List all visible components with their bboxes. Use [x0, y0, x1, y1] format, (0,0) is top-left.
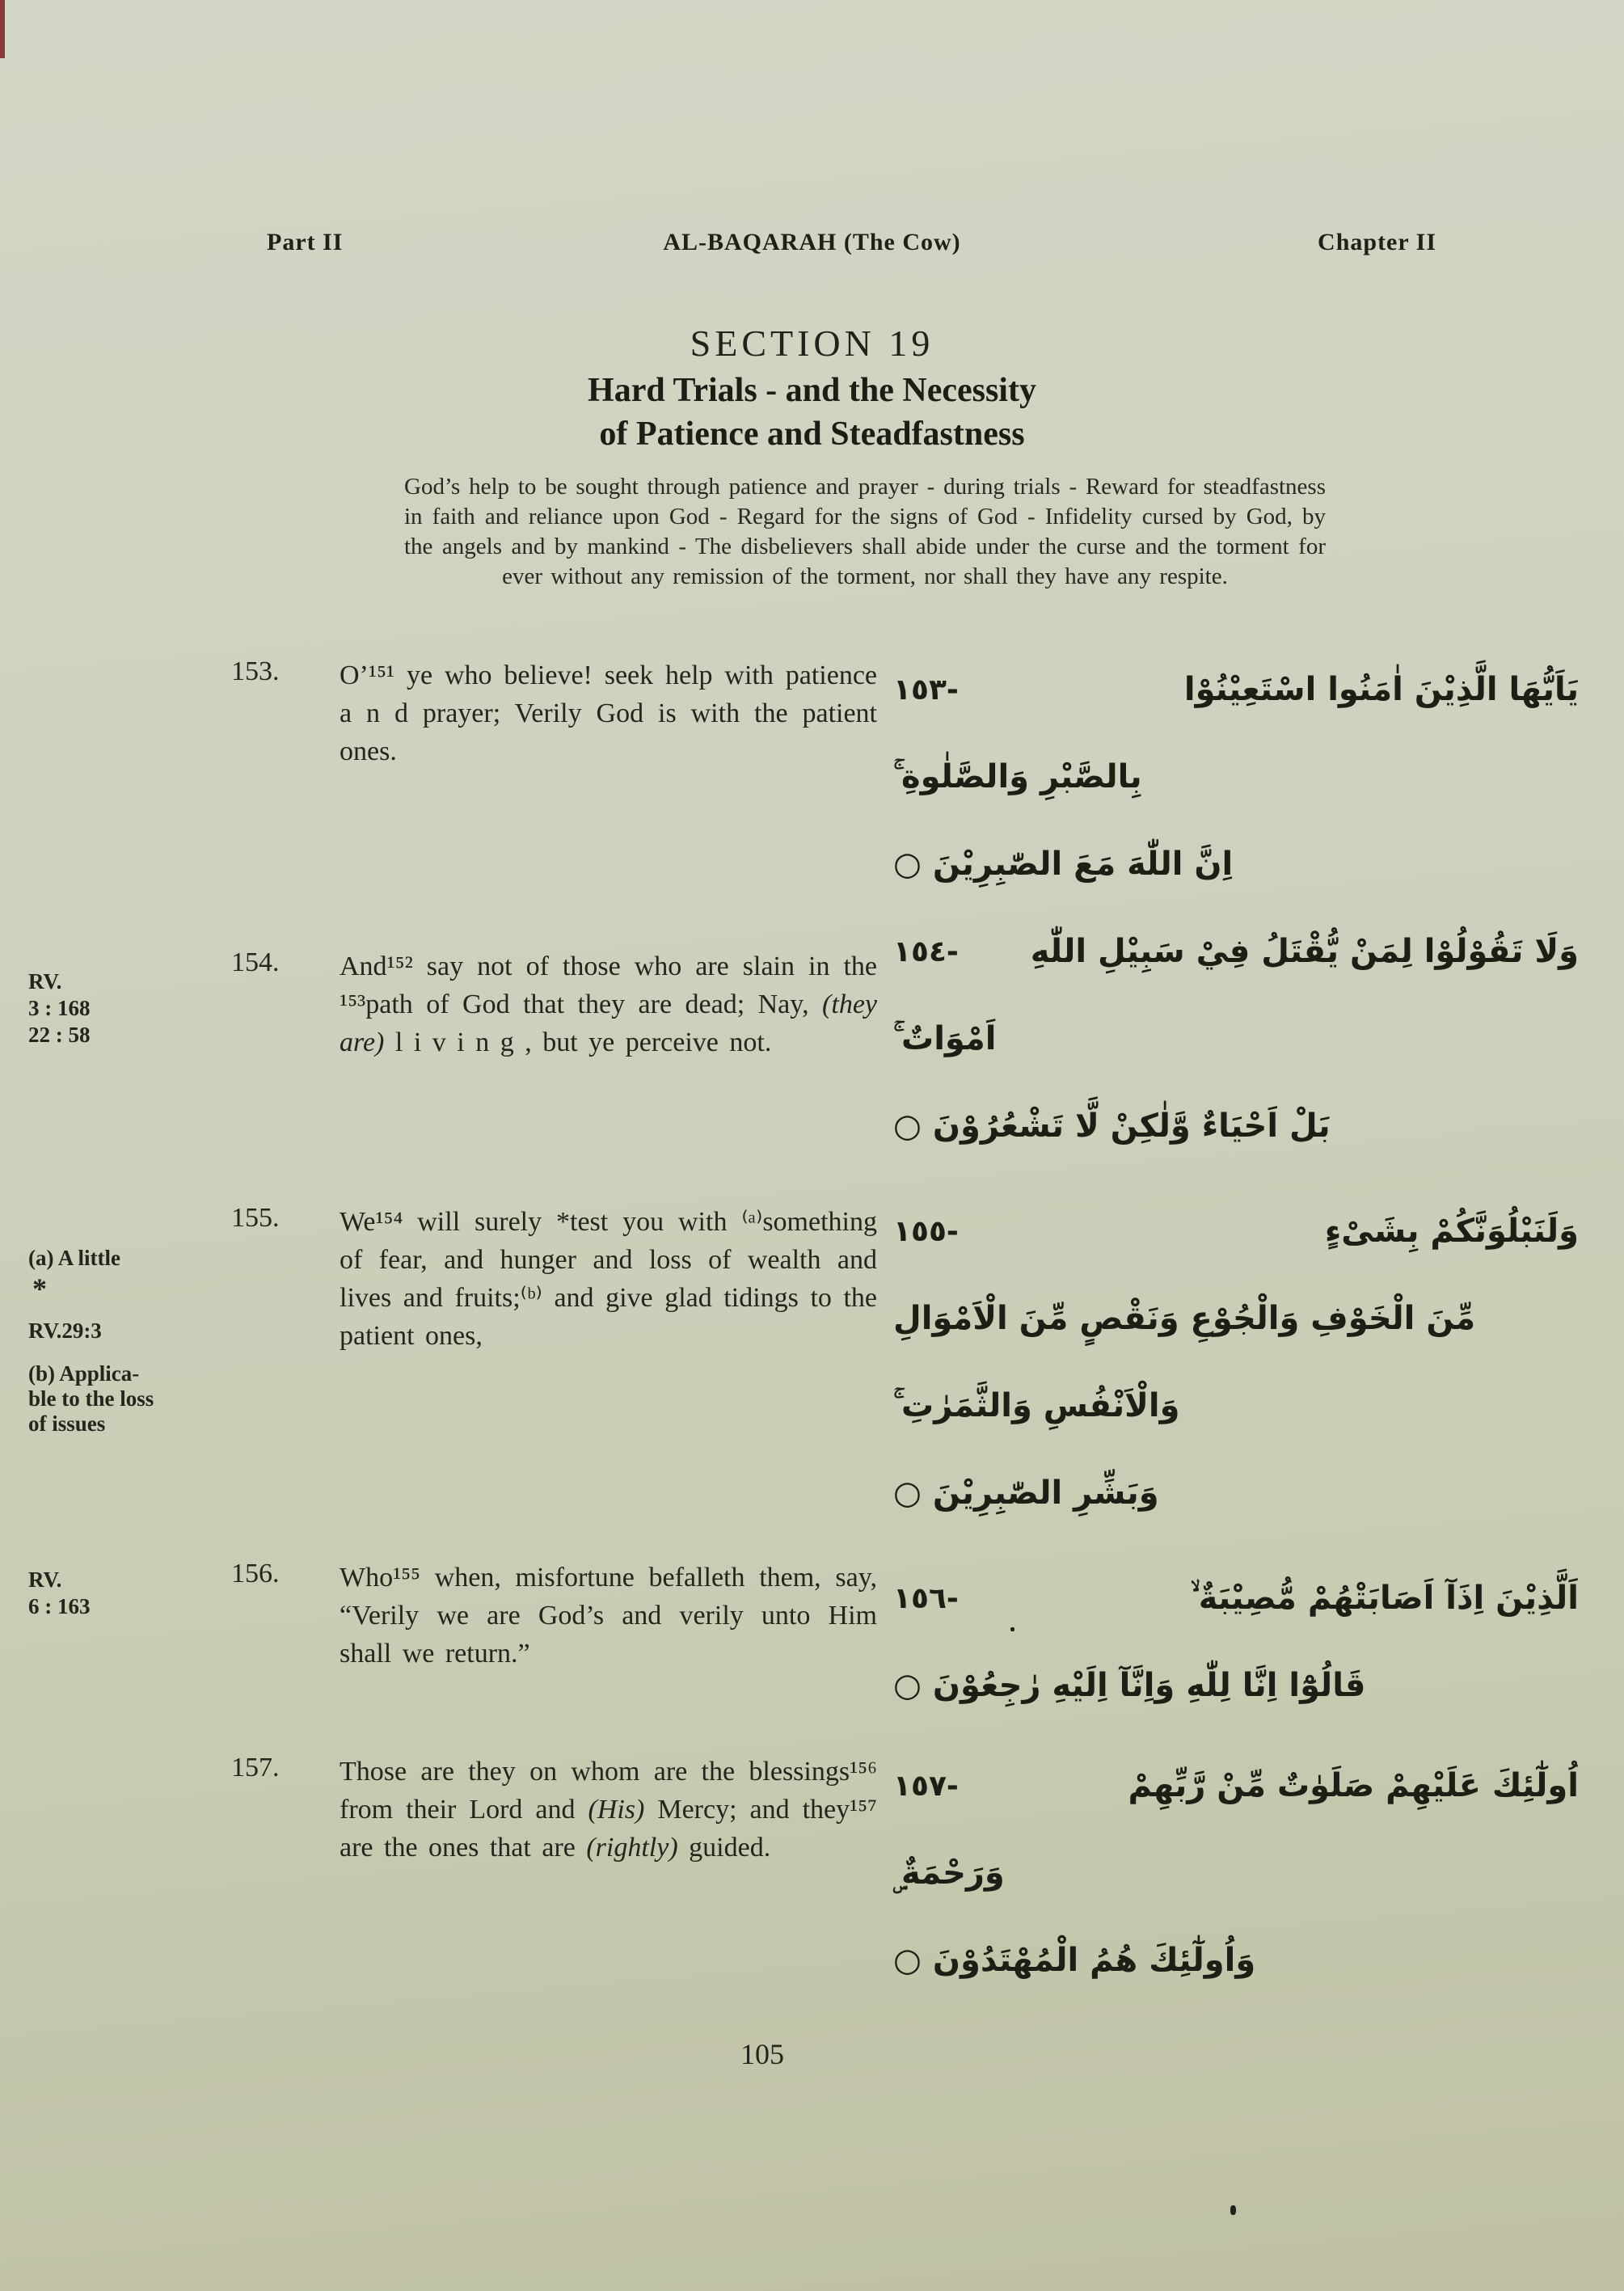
verse-text: O’¹⁵¹ ye who believe! seek help with patience a n d prayer; Verily God is with the patient ones.: [340, 660, 877, 766]
arabic-line: قَالُوْٓا اِنَّا لِلّٰهِ وَاِنَّآ اِلَيْهِ رٰجِعُوْنَ ○: [893, 1667, 1366, 1704]
header-chapter: Chapter II: [1318, 229, 1436, 255]
margin-ref-line: 6 : 163: [28, 1594, 91, 1618]
margin-ref-line: 22 : 58: [28, 1023, 91, 1047]
arabic-line: اَمْوَاتٌ ۚ: [893, 1020, 997, 1057]
verse-157-english: [340, 1753, 877, 1867]
arabic-line: [893, 1206, 1579, 1256]
margin-ref-rv-156: [28, 1567, 91, 1620]
arabic-line: [893, 1573, 1579, 1623]
verse-number: 153.: [231, 656, 280, 686]
verse-text-italic: (rightly): [586, 1833, 678, 1863]
margin-ref-line: 3 : 168: [28, 996, 91, 1020]
verse-text: guided.: [677, 1833, 771, 1863]
margin-ref-rv-29: RV.29:3: [28, 1318, 102, 1343]
margin-asterisk: *: [32, 1272, 47, 1305]
arabic-line: مِّنَ الْخَوْفِ وَالْجُوْعِ وَنَقْصٍ مِّنَ الْاَمْوَالِ: [893, 1300, 1476, 1337]
section-label: SECTION 19: [690, 323, 934, 364]
verse-156-english: [340, 1559, 877, 1673]
margin-footnote-line: (b) Applica-: [28, 1361, 140, 1386]
margin-ref-rv-154: [28, 968, 91, 1048]
header-part: Part II: [267, 229, 344, 255]
verse-number: 157.: [231, 1753, 280, 1783]
page-number: 105: [740, 2038, 784, 2070]
arabic-line: وَالْاَنْفُسِ وَالثَّمَرٰتِ ۚ: [893, 1387, 1180, 1424]
arabic-line: وَرَحْمَةٌ ۣ: [893, 1854, 1005, 1892]
arabic-text: وَلَنَبْلُوَنَّكُمْ بِشَىْءٍ: [1324, 1213, 1579, 1250]
margin-ref-line: RV.: [28, 969, 62, 994]
arabic-line: وَاُولٰٓئِكَ هُمُ الْمُهْتَدُوْنَ ○: [893, 1942, 1256, 1979]
section-title-line1: Hard Trials - and the Necessity: [588, 372, 1036, 409]
arabic-line: اِنَّ اللّٰهَ مَعَ الصّٰبِرِيْنَ ○: [893, 846, 1234, 883]
verse-154-english: [340, 947, 877, 1061]
arabic-verse-number: ١٥٣-: [893, 673, 959, 707]
verse-153-arabic: [893, 665, 1579, 889]
arabic-line: وَبَشِّرِ الصّٰبِرِيْنَ ○: [893, 1475, 1159, 1512]
verse-text: We¹⁵⁴ will surely *test you with ⁽ᵃ⁾something of fear, and hunger and loss of wealth and lives and fruits;⁽ᵇ⁾ and give glad tidings to the patient ones,: [340, 1207, 877, 1351]
header-surah-title: AL-BAQARAH (The Cow): [663, 229, 961, 255]
section-summary: God’s help to be sought through patience and prayer - during trials - Reward for steadfastness in faith and reliance upon God - Regard for the signs of God - Infidelity cursed by God, by the angels and by mankind - The disbelievers shall abide under the curse and the torment for ever without any remission of the torment, nor shall they have any respite.: [404, 474, 1326, 589]
verse-text-italic: (they are): [340, 989, 877, 1057]
arabic-line: بِالصَّبْرِ وَالصَّلٰوةِ ۚ: [893, 758, 1142, 795]
verse-153-english: [340, 656, 877, 770]
verse-155-english: [340, 1203, 877, 1355]
arabic-verse-number: ١٥٧-: [893, 1770, 959, 1803]
arabic-text: اُولٰٓئِكَ عَلَيْهِمْ صَلَوٰتٌ مِّنْ رَّبِّهِمْ: [1128, 1767, 1579, 1804]
margin-ref-line: RV.: [28, 1567, 62, 1592]
arabic-text: اَلَّذِيْنَ اِذَآ اَصَابَتْهُمْ مُّصِيْبَةٌ ۙ: [1190, 1580, 1579, 1617]
verse-text-italic: (His): [588, 1795, 645, 1825]
arabic-text: يَاَيُّهَا الَّذِيْنَ اٰمَنُوا اسْتَعِيْنُوْا: [1183, 671, 1579, 708]
verse-155-arabic: [893, 1206, 1579, 1518]
arabic-verse-number: ١٥٥-: [893, 1215, 959, 1248]
verse-number: 155.: [231, 1203, 280, 1233]
margin-footnote-b: [28, 1361, 154, 1437]
scan-artifact-speck: [1230, 2205, 1236, 2215]
section-title-line2: of Patience and Steadfastness: [599, 416, 1025, 453]
margin-footnote-line: ble to the loss: [28, 1386, 154, 1411]
verse-154-arabic: [893, 926, 1579, 1151]
verse-text: And¹⁵² say not of those who are slain in the ¹⁵³path of God that they are dead; Nay,: [340, 951, 877, 1019]
arabic-line: بَلْ اَحْيَاءٌ وَّلٰكِنْ لَّا تَشْعُرُوْنَ ○: [893, 1108, 1331, 1145]
arabic-line: [893, 665, 1579, 715]
arabic-line: [893, 926, 1579, 977]
verse-number: 154.: [231, 947, 280, 977]
verse-156-arabic: [893, 1573, 1579, 1711]
verse-157-arabic: [893, 1761, 1579, 1985]
arabic-verse-number: ١٥٦-: [893, 1582, 959, 1615]
verse-text: Who¹⁵⁵ when, misfortune befalleth them, say, “Verily we are God’s and verily unto Him shall we return.”: [340, 1563, 877, 1669]
verse-text: Those are they on whom are the blessings¹⁵⁶ from their Lord and: [340, 1757, 877, 1825]
verse-text: l i v i n g , but ye perceive not.: [384, 1027, 772, 1057]
margin-footnote-a: (a) A little: [28, 1246, 120, 1270]
margin-footnote-line: of issues: [28, 1411, 106, 1436]
arabic-text: وَلَا تَقُوْلُوْا لِمَنْ يُّقْتَلُ فِيْ سَبِيْلِ اللّٰهِ: [1030, 933, 1579, 970]
verse-text: Mercy; and they¹⁵⁷ are the ones that are: [340, 1795, 878, 1863]
arabic-line: [893, 1761, 1579, 1811]
arabic-verse-number: ١٥٤-: [893, 935, 959, 968]
verse-number: 156.: [231, 1559, 280, 1589]
scan-artifact-red-streak: [0, 0, 5, 58]
